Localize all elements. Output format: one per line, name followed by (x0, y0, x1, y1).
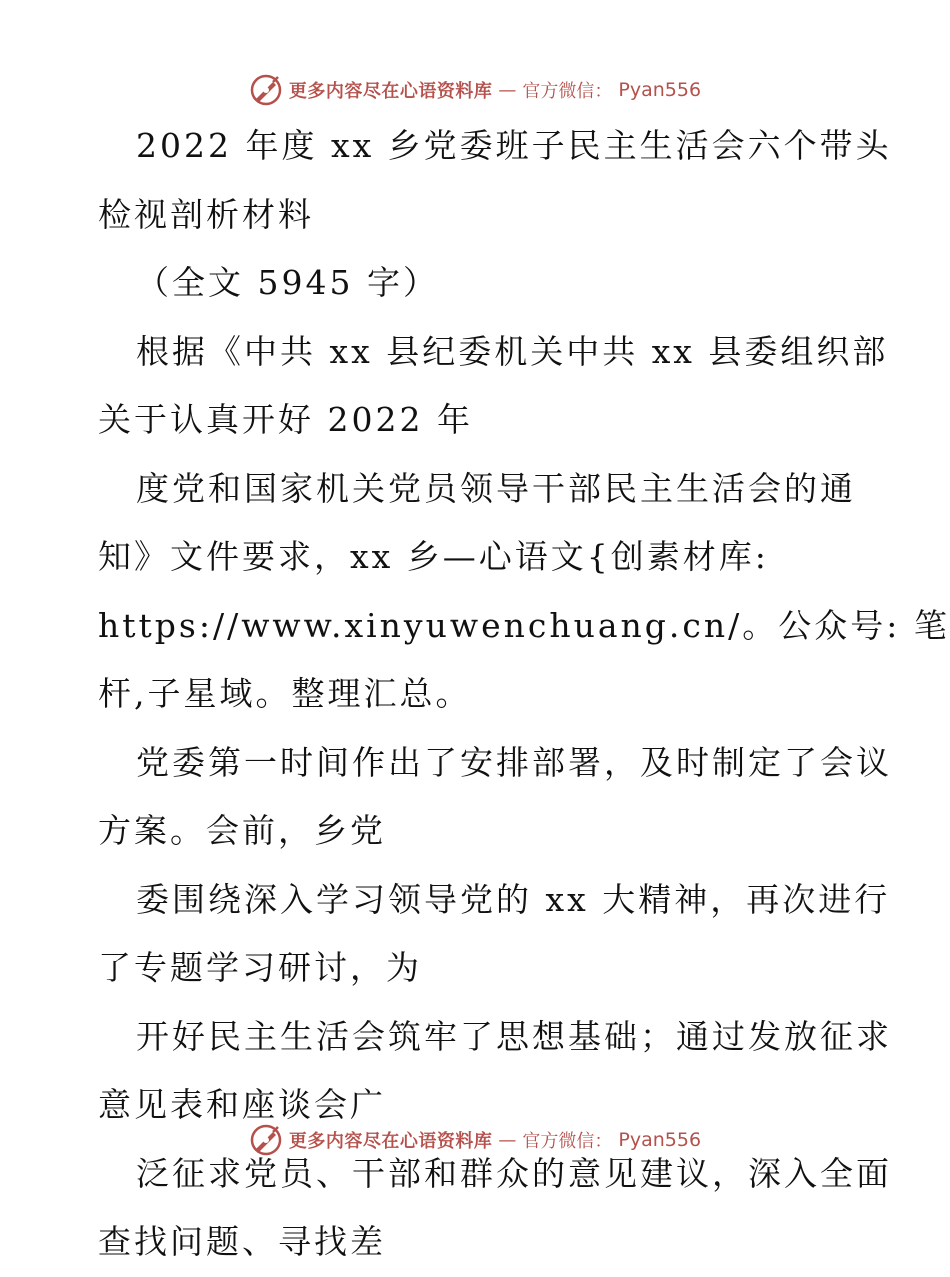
doc-line: 党委第一时间作出了安排部署，及时制定了会议 (136, 742, 892, 782)
doc-line: 根据《中共 xx 县纪委机关中共 xx 县委组织部 (136, 331, 889, 371)
doc-line: 委围绕深入学习领导党的 xx 大精神，再次进行 (136, 879, 891, 919)
banner-text: 更多内容尽在心语资料库 (288, 1131, 493, 1152)
doc-line: 查找问题、寻找差 (98, 1222, 386, 1261)
footer-banner (0, 1120, 950, 1160)
document-body (98, 112, 950, 1277)
doc-word-count: （全文 5945 字） (136, 263, 439, 302)
doc-line: 关于认真开好 2022 年 (98, 400, 473, 439)
header-banner (0, 70, 950, 110)
doc-title-line-1: 2022 年度 xx 乡党委班子民主生活会六个带头 (136, 126, 892, 165)
banner-label: 官方微信： (522, 81, 613, 102)
doc-line: 了专题学习研讨，为 (98, 948, 422, 987)
doc-line: 开好民主生活会筑牢了思想基础；通过发放征求 (136, 1016, 892, 1056)
banner-text: 更多内容尽在心语资料库 (288, 81, 493, 102)
banner-wechat-id: Pyan556 (618, 1129, 702, 1151)
doc-line: 意见表和座谈会广 (98, 1085, 386, 1124)
pen-logo-icon (249, 73, 283, 107)
doc-line: 方案。会前，乡党 (98, 811, 386, 850)
doc-line: 泛征求党员、干部和群众的意见建议，深入全面 (136, 1153, 892, 1193)
doc-line: 杆,子星域。整理汇总。 (98, 674, 472, 713)
banner-label: 官方微信： (522, 1131, 613, 1152)
pen-logo-icon (249, 1123, 283, 1157)
doc-line: https://www.xinyuwenchuang.cn/。公众号: 笔 (98, 605, 950, 645)
banner-wechat-id: Pyan556 (618, 79, 702, 101)
banner-separator: — (498, 1129, 517, 1151)
doc-title-line-2: 检视剖析材料 (98, 194, 314, 234)
banner-separator: — (498, 79, 517, 101)
doc-line: 知》文件要求，xx 乡—心语文{创素材库: (98, 537, 769, 576)
doc-line: 度党和国家机关党员领导干部民主生活会的通 (136, 468, 856, 508)
